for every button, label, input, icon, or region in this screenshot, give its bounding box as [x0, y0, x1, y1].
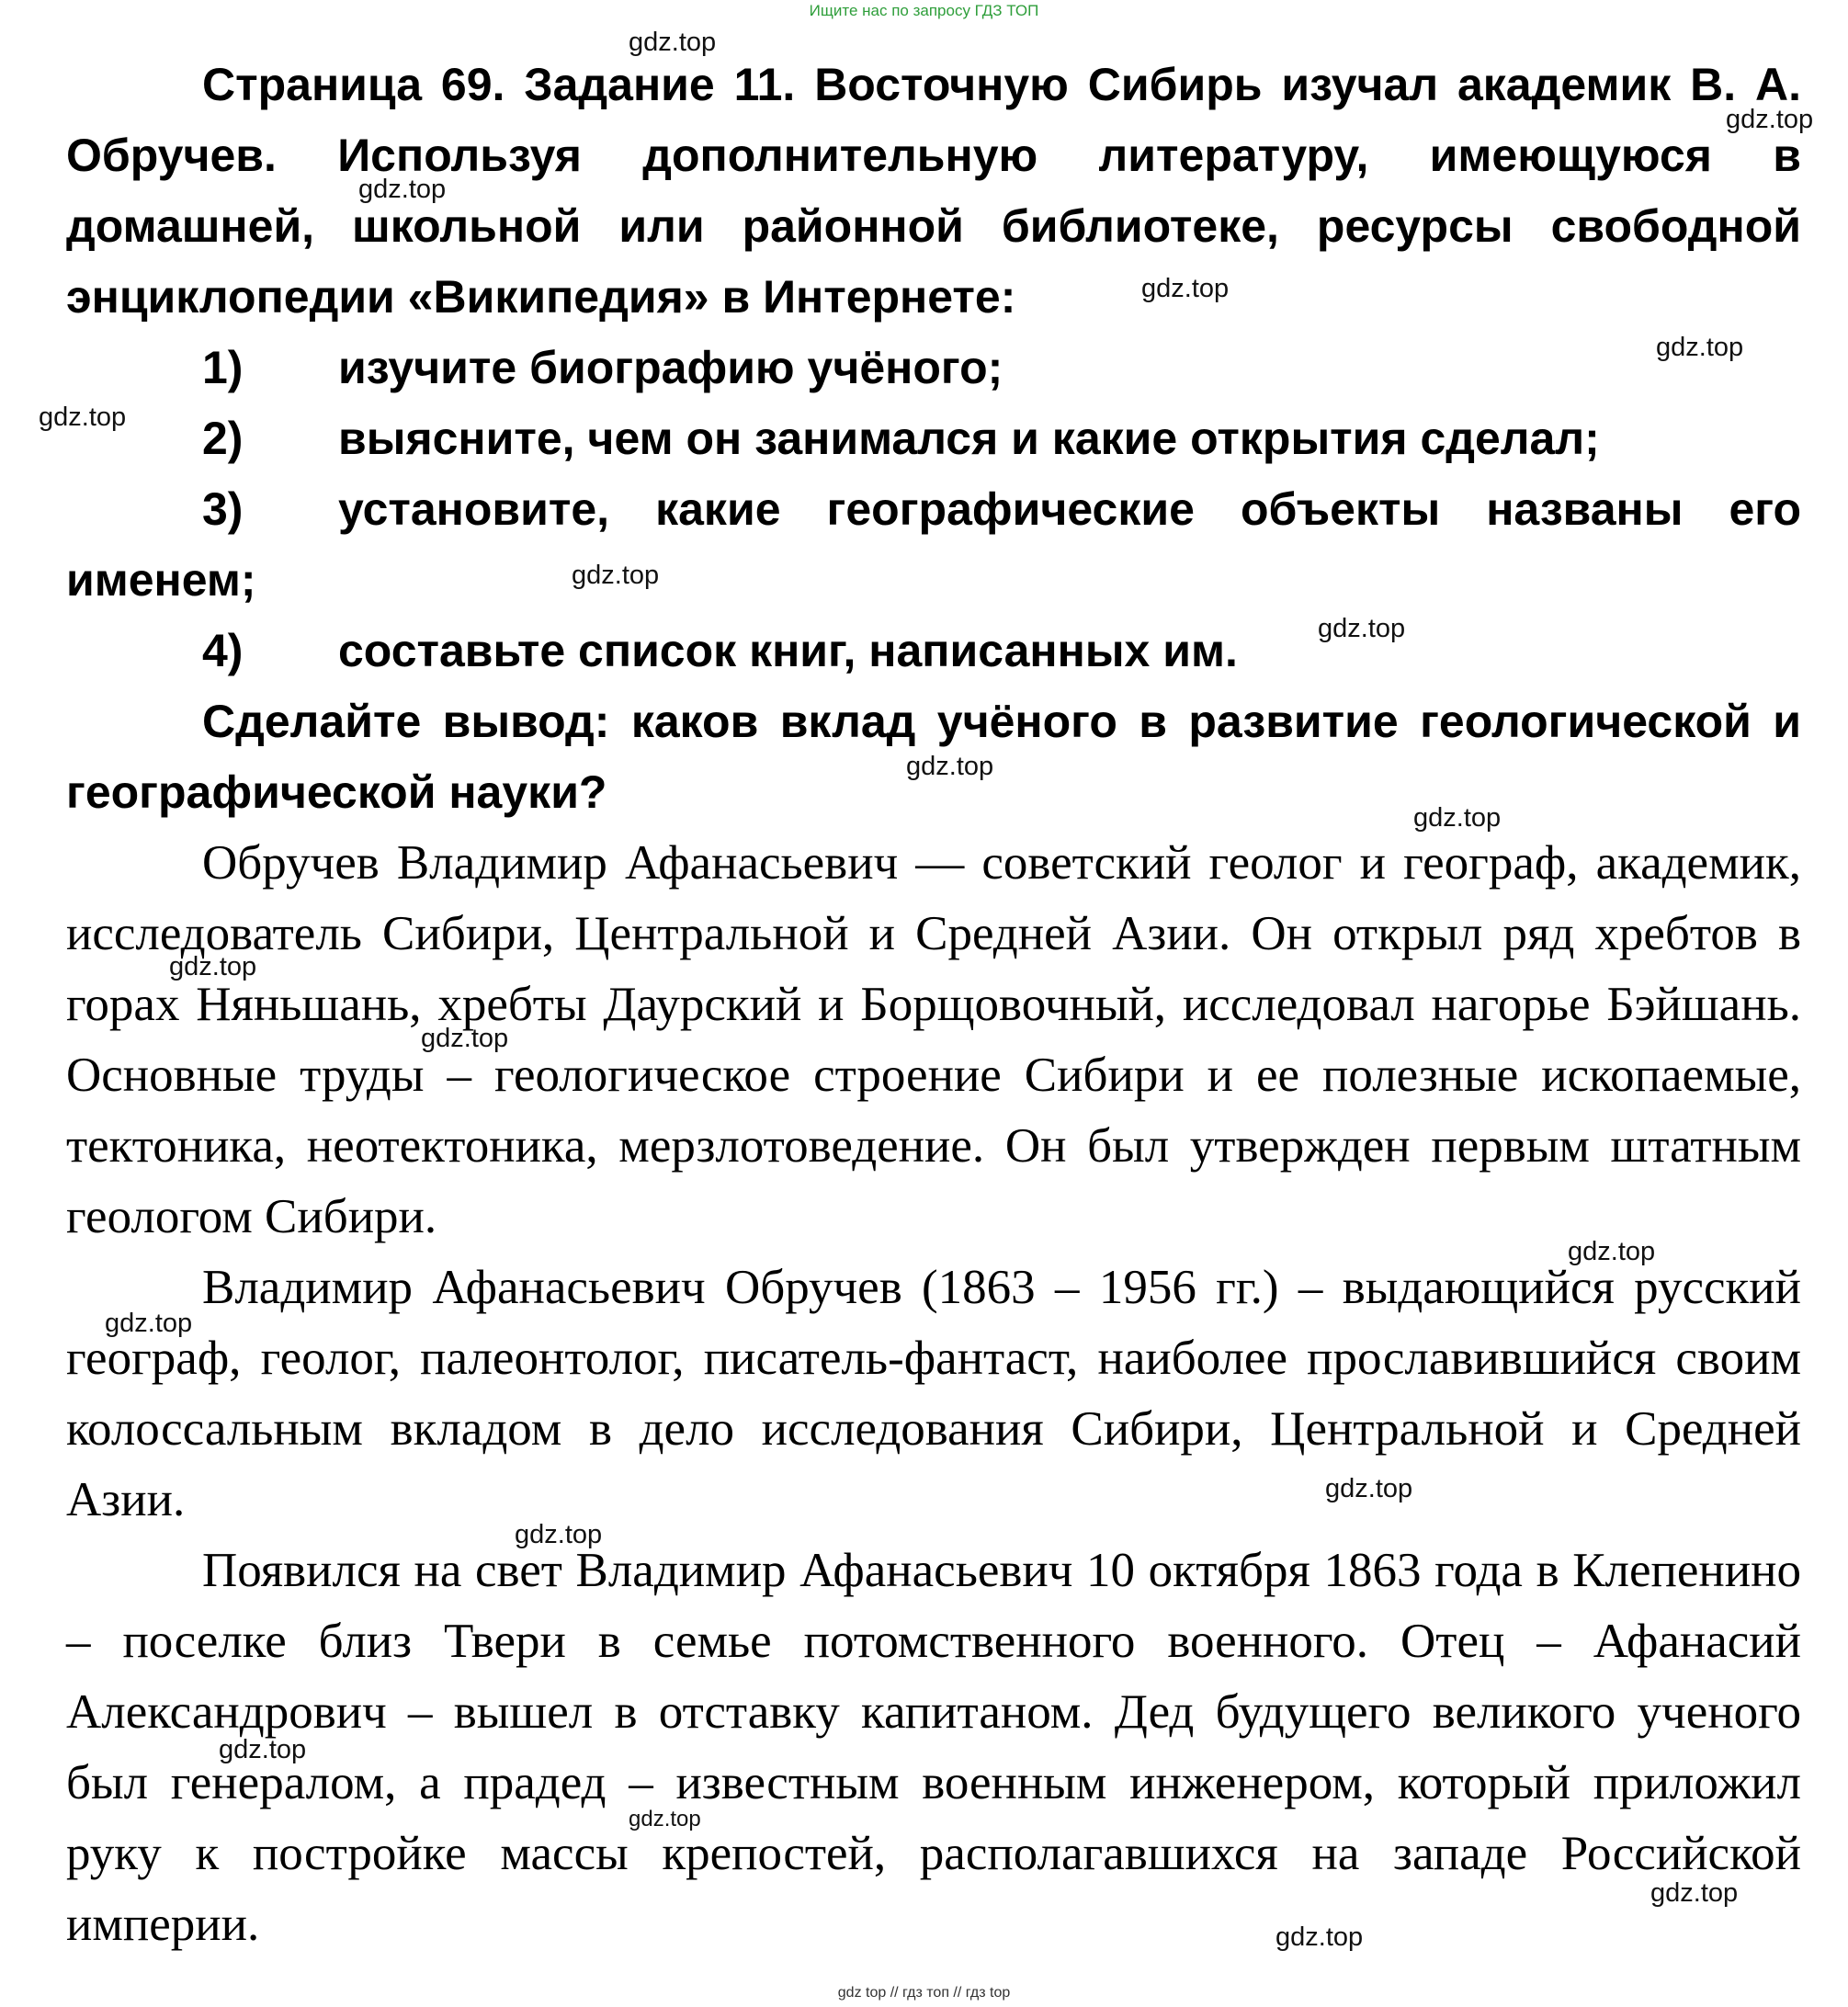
- task-item: [66, 616, 1801, 686]
- answer-text: [66, 828, 1801, 1960]
- task-number: 1): [202, 342, 244, 393]
- answer-paragraph: Владимир Афанасьевич Обручев (1863 – 1956 гг.) – выдающийся русский географ, геолог, палеонтолог, писатель-фантаст, наиболее прославившийся своим колоссальным вкладом в дело исследования Сибири, Центральной и Средней Азии.: [66, 1261, 1801, 1526]
- watermark: gdz.top: [906, 752, 994, 781]
- task-block: [66, 50, 1801, 828]
- watermark: gdz.top: [1656, 333, 1744, 362]
- watermark: gdz.top: [105, 1309, 193, 1338]
- task-number: 2): [202, 413, 244, 464]
- conclusion-question: Сделайте вывод: каков вклад учёного в развитие геологической и географической науки?: [66, 696, 1801, 818]
- watermark: gdz.top: [1650, 1878, 1739, 1908]
- task-header: Страница 69. Задание 11. Восточную Сибирь изучал академик В. А. Обручев. Используя дополнительную литературу, имеющуюся в домашней, школьной или районной библиотеке, ресурсы свободной энциклопедии «Википедия» в Интернете:: [66, 59, 1801, 323]
- answer-paragraph: Обручев Владимир Афанасьевич — советский геолог и географ, академик, исследователь Сибири, Центральной и Средней Азии. Он открыл ряд хребтов в горах Няньшань, хребты Даурский и Борщовочный, исследовал нагорье Бэйшань. Основные труды – геологическое строение Сибири и ее полезные ископаемые, тектоника, неотектоника, мерзлотоведение. Он был утвержден первым штатным геологом Сибири.: [66, 836, 1801, 1243]
- bottom-banner[interactable]: gdz top // гдз топ // гдз top: [837, 1985, 1011, 2001]
- task-number: 4): [202, 625, 244, 676]
- watermark: gdz.top: [1325, 1474, 1413, 1503]
- watermark: gdz.top: [629, 1807, 701, 1831]
- watermark: gdz.top: [515, 1520, 603, 1549]
- watermark: gdz.top: [1141, 274, 1230, 303]
- watermark: gdz.top: [219, 1735, 307, 1764]
- task-text: составьте список книг, написанных им.: [338, 625, 1238, 676]
- task-text: выясните, чем он занимался и какие открытия сделал;: [338, 413, 1600, 464]
- watermark: gdz.top: [1275, 1922, 1364, 1952]
- watermark: gdz.top: [1318, 614, 1406, 643]
- watermark: gdz.top: [358, 175, 447, 204]
- answer-paragraph: Появился на свет Владимир Афанасьевич 10 октября 1863 года в Клепенино – поселке близ Твери в семье потомственного военного. Отец – Афанасий Александрович – вышел в отставку капитаном. Дед будущего великого ученого был генералом, а прадед – известным военным инженером, который приложил руку к постройке массы крепостей, располагавшихся на западе Российской империи.: [66, 1544, 1801, 1951]
- page-content: [66, 50, 1801, 1960]
- task-number: 3): [202, 483, 244, 535]
- task-text: установите, какие географические объекты названы его именем;: [66, 483, 1801, 606]
- watermark: gdz.top: [39, 403, 127, 432]
- task-item: [66, 474, 1801, 616]
- watermark: gdz.top: [1726, 105, 1814, 134]
- top-banner[interactable]: Ищите нас по запросу ГДЗ ТОП: [809, 2, 1039, 19]
- task-text: изучите биографию учёного;: [338, 342, 1003, 393]
- task-item: [66, 403, 1801, 474]
- watermark: gdz.top: [572, 561, 660, 590]
- watermark: gdz.top: [1568, 1237, 1656, 1266]
- watermark: gdz.top: [1413, 803, 1502, 833]
- watermark: gdz.top: [421, 1024, 509, 1053]
- task-list: [66, 333, 1801, 686]
- watermark: gdz.top: [629, 28, 717, 57]
- watermark: gdz.top: [169, 952, 257, 981]
- task-item: [66, 333, 1801, 403]
